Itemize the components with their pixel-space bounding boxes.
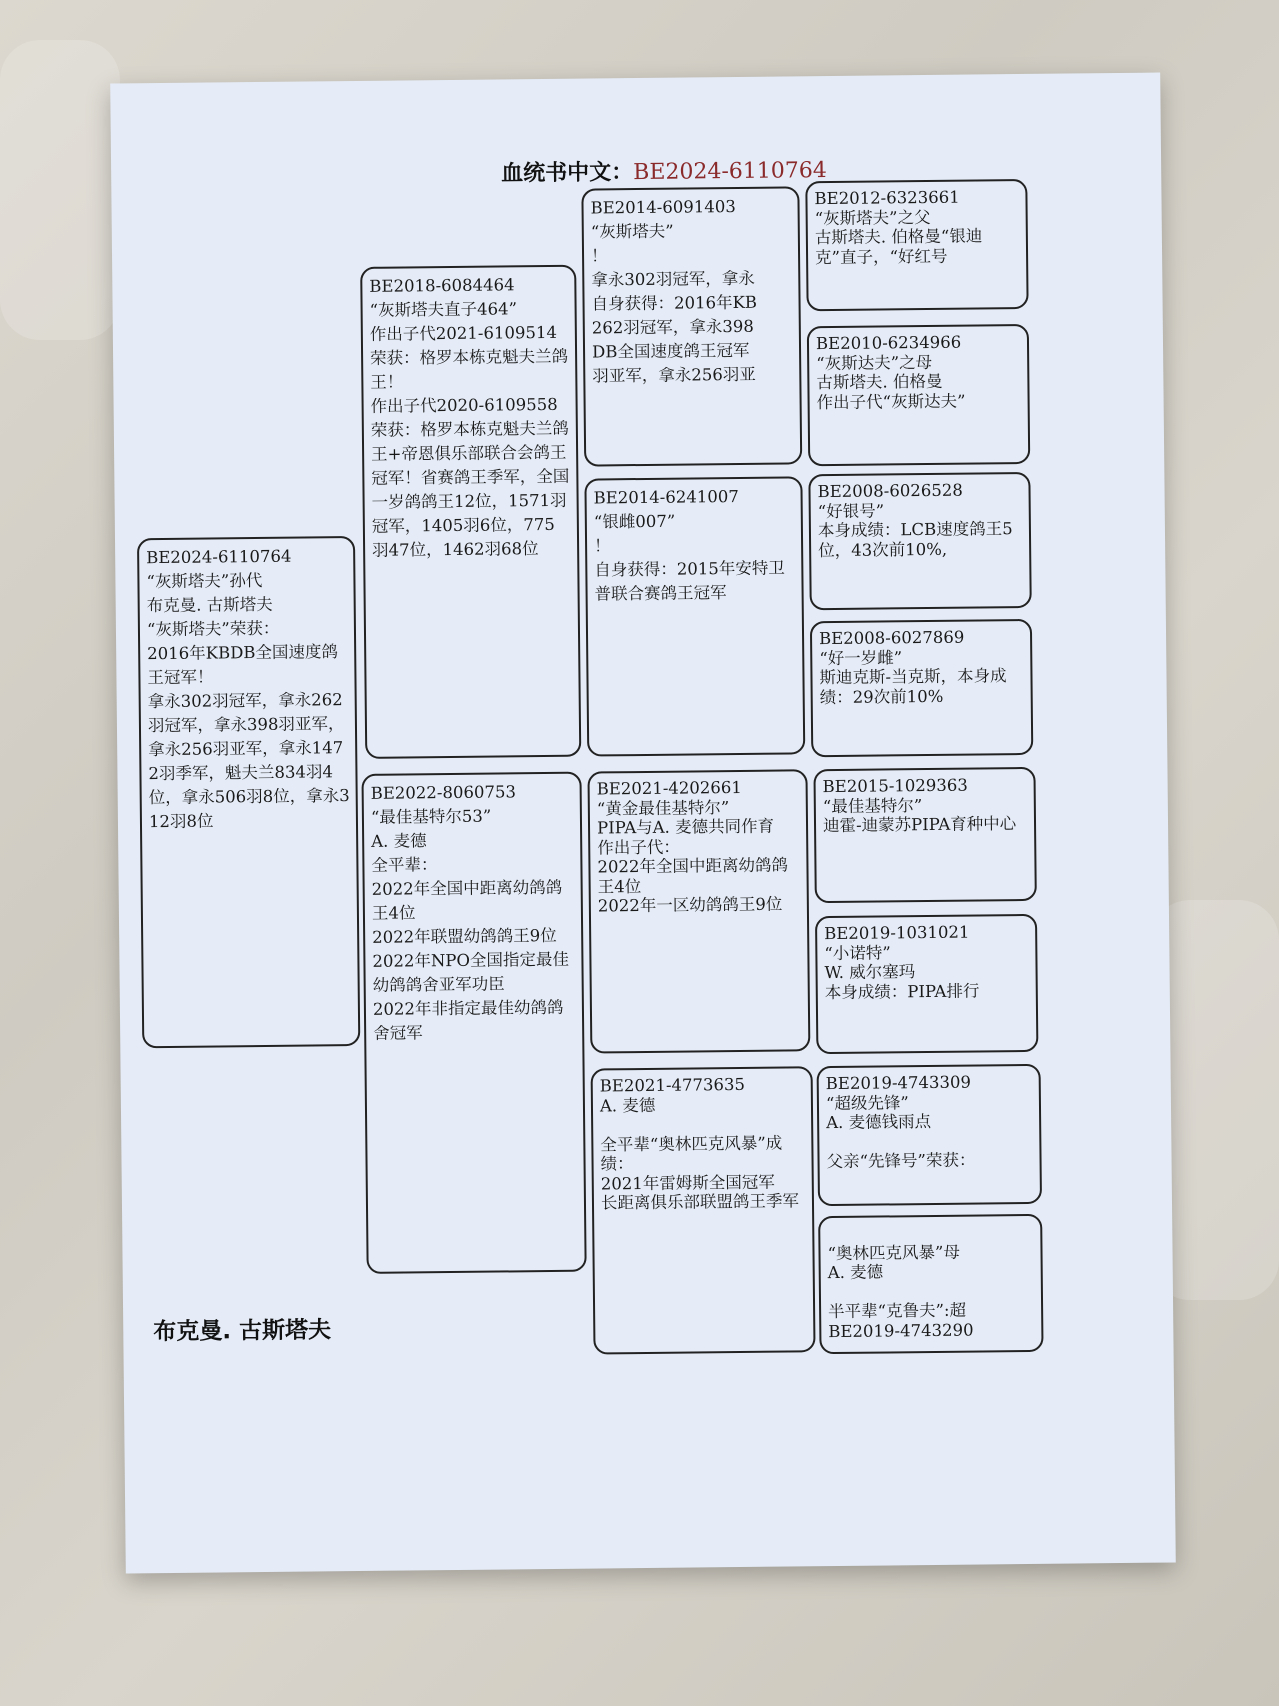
- pedigree-line: “最佳基特尔53”: [370, 806, 492, 827]
- pedigree-line: “黄金最佳基特尔”: [596, 797, 730, 818]
- pedigree-line: 拿永302羽冠军，拿永: [591, 268, 755, 290]
- pedigree-line: BE2019-4743290: [828, 1320, 974, 1341]
- ring-number: BE2019-4743309: [825, 1072, 972, 1094]
- pedigree-line: 2022年一区幼鸽鸽王9位: [597, 894, 783, 916]
- pedigree-line: [600, 1113, 805, 1135]
- pedigree-line: 半平辈“克鲁夫”:超: [828, 1300, 967, 1322]
- pedigree-line: [828, 1280, 1035, 1302]
- pedigree-line: 本身成绩：LCB速度鸽王5位，43次前10%,: [817, 519, 1013, 560]
- dds-box: [817, 1064, 1042, 1206]
- sss-box: [805, 179, 1028, 311]
- pedigree-line: “银雌007”: [593, 511, 676, 532]
- ring-number: BE2014-6091403: [590, 196, 736, 218]
- pedigree-line: [826, 1130, 1033, 1152]
- ring-number: BE2019-1031021: [824, 922, 970, 944]
- ring-number: BE2010-6234966: [815, 332, 962, 354]
- pedigree-line: 古斯塔夫. 伯格曼: [816, 371, 943, 393]
- ring-number: BE2021-4773635: [599, 1074, 746, 1096]
- pedigree-line: 拿永302羽冠军，拿永262羽冠军，拿永398羽亚军，拿永256羽亚军，拿永1472羽季军，魁夫兰834羽4位，拿永506羽8位，拿永312羽8位: [147, 690, 350, 832]
- dam-dam-box: [591, 1066, 816, 1354]
- pedigree-line: 262羽冠军，拿永398: [591, 316, 754, 338]
- pedigree-line: 本身成绩：PIPA排行: [824, 980, 980, 1002]
- pedigree-line: 2022年NPO全国指定最佳幼鸽鸽舍亚军功臣: [372, 949, 570, 995]
- subject-box: [137, 536, 360, 1048]
- pedigree-line: 长距离俱乐部联盟鸽王季军: [600, 1191, 800, 1213]
- ring-number: BE2022-8060753: [370, 782, 517, 803]
- pedigree-line: 自身获得：2015年安特卫普联合赛鸽王冠军: [594, 558, 785, 604]
- pedigree-line: 2022年非指定最佳幼鸽鸽舍冠军: [372, 997, 564, 1043]
- owner-name: 布克曼. 古斯塔夫: [153, 1317, 332, 1346]
- pedigree-line: ！: [593, 536, 611, 556]
- pedigree-sheet: [110, 73, 1176, 1574]
- sds-box: [808, 472, 1031, 610]
- ring-number: [827, 1222, 1034, 1244]
- pedigree-line: 古斯塔夫. 伯格曼“银迪克”直子，“好红号: [814, 226, 983, 267]
- pedigree-line: PIPA与A. 麦德共同作育: [596, 816, 775, 838]
- ssd-box: [807, 324, 1030, 466]
- ring-number: BE2008-6027869: [818, 627, 965, 649]
- ring-number: BE2014-6241007: [593, 486, 739, 508]
- pedigree-line: A. 麦德: [371, 831, 427, 851]
- cloth-fold: [0, 40, 120, 340]
- pedigree-line: DB全国速度鸽王冠军: [591, 340, 750, 362]
- pedigree-line: W. 威尔塞玛: [824, 962, 916, 983]
- dam-box: [361, 772, 586, 1274]
- pedigree-line: “灰斯塔夫”荣获：: [146, 618, 280, 640]
- pedigree-line: ！: [590, 246, 608, 266]
- sire-dam-box: [584, 476, 805, 756]
- pedigree-line: 2021年雷姆斯全国冠军: [600, 1172, 775, 1193]
- ring-number: BE2015-1029363: [822, 775, 968, 797]
- sire-box: [360, 265, 581, 759]
- dsd-box: [815, 914, 1038, 1054]
- sdd-box: [810, 619, 1033, 757]
- pedigree-line: “奥林匹克风暴”母: [827, 1242, 960, 1263]
- pedigree-line: 布克曼. 古斯塔夫: [146, 594, 273, 616]
- pedigree-line: “超级先锋”: [825, 1092, 909, 1113]
- pedigree-line: 作出子代2021-6109514荣获：格罗本栋克魁夫兰鸽王！: [369, 322, 569, 392]
- pedigree-line: 2022年全国中距离幼鸽鸽王4位: [597, 855, 789, 896]
- pedigree-line: 2016年KBDB全国速度鸽王冠军！: [147, 642, 339, 688]
- pedigree-line: 自身获得：2016年KB: [591, 292, 758, 314]
- pedigree-line: 作出子代“灰斯达夫”: [816, 391, 966, 412]
- page-title: [501, 153, 827, 187]
- dss-box: [813, 767, 1036, 903]
- pedigree-line: A. 麦德: [827, 1262, 884, 1283]
- pedigree-line: 迪霍-迪蒙苏PIPA育种中心: [822, 814, 1017, 836]
- ring-number: BE2018-6084464: [369, 275, 515, 296]
- pedigree-line: “最佳基特尔”: [822, 795, 923, 816]
- pedigree-line: 2022年联盟幼鸽鸽王9位: [372, 925, 557, 947]
- pedigree-line: “灰斯塔夫”之父: [814, 207, 931, 228]
- pedigree-line: A. 麦德: [599, 1095, 656, 1115]
- pedigree-line: A. 麦德钱雨点: [826, 1112, 932, 1133]
- ddd-box: [818, 1214, 1043, 1354]
- pedigree-line: 父亲“先锋号”荣获：: [826, 1150, 976, 1172]
- pedigree-line: 全平辈“奥林匹克风暴”成绩：: [600, 1133, 783, 1174]
- ring-number: BE2012-6323661: [814, 187, 960, 209]
- pedigree-line: 斯迪克斯-当克斯，本身成绩：29次前10%: [819, 666, 1007, 707]
- pedigree-line: 作出子代：: [597, 837, 680, 857]
- pedigree-line: 作出子代2020-6109558荣获：格罗本栋克魁夫兰鸽王+帝恩俱乐部联合会鸽王冠军！省赛鸽王季军，全国一岁鸽鸽王12位，1571羽冠军，1405羽6位，775羽47位，1462羽68位: [370, 394, 570, 560]
- pedigree-line: “好银号”: [817, 500, 885, 521]
- dam-sire-box: [587, 769, 810, 1053]
- sire-sire-box: [581, 186, 802, 466]
- pedigree-line: 羽亚军，拿永256羽亚: [592, 364, 756, 386]
- title-reg-number: BE2024-6110764: [633, 158, 827, 186]
- ring-number: BE2024-6110764: [146, 546, 292, 568]
- pedigree-line: 2022年全国中距离幼鸽鸽王4位: [371, 877, 563, 923]
- pedigree-line: “灰斯塔夫直子464”: [369, 299, 518, 320]
- ring-number: BE2008-6026528: [817, 480, 963, 502]
- pedigree-line: “小诺特”: [824, 942, 891, 963]
- ring-number: BE2021-4202661: [596, 777, 742, 799]
- pedigree-line: “好一岁雌”: [819, 647, 903, 668]
- pedigree-line: “灰斯塔夫”: [590, 221, 674, 242]
- pedigree-line: “灰斯达夫”之母: [816, 352, 933, 373]
- pedigree-line: 全平辈：: [371, 855, 438, 875]
- title-label: 血统书中文：: [501, 160, 634, 187]
- pedigree-line: “灰斯塔夫”孙代: [146, 570, 263, 592]
